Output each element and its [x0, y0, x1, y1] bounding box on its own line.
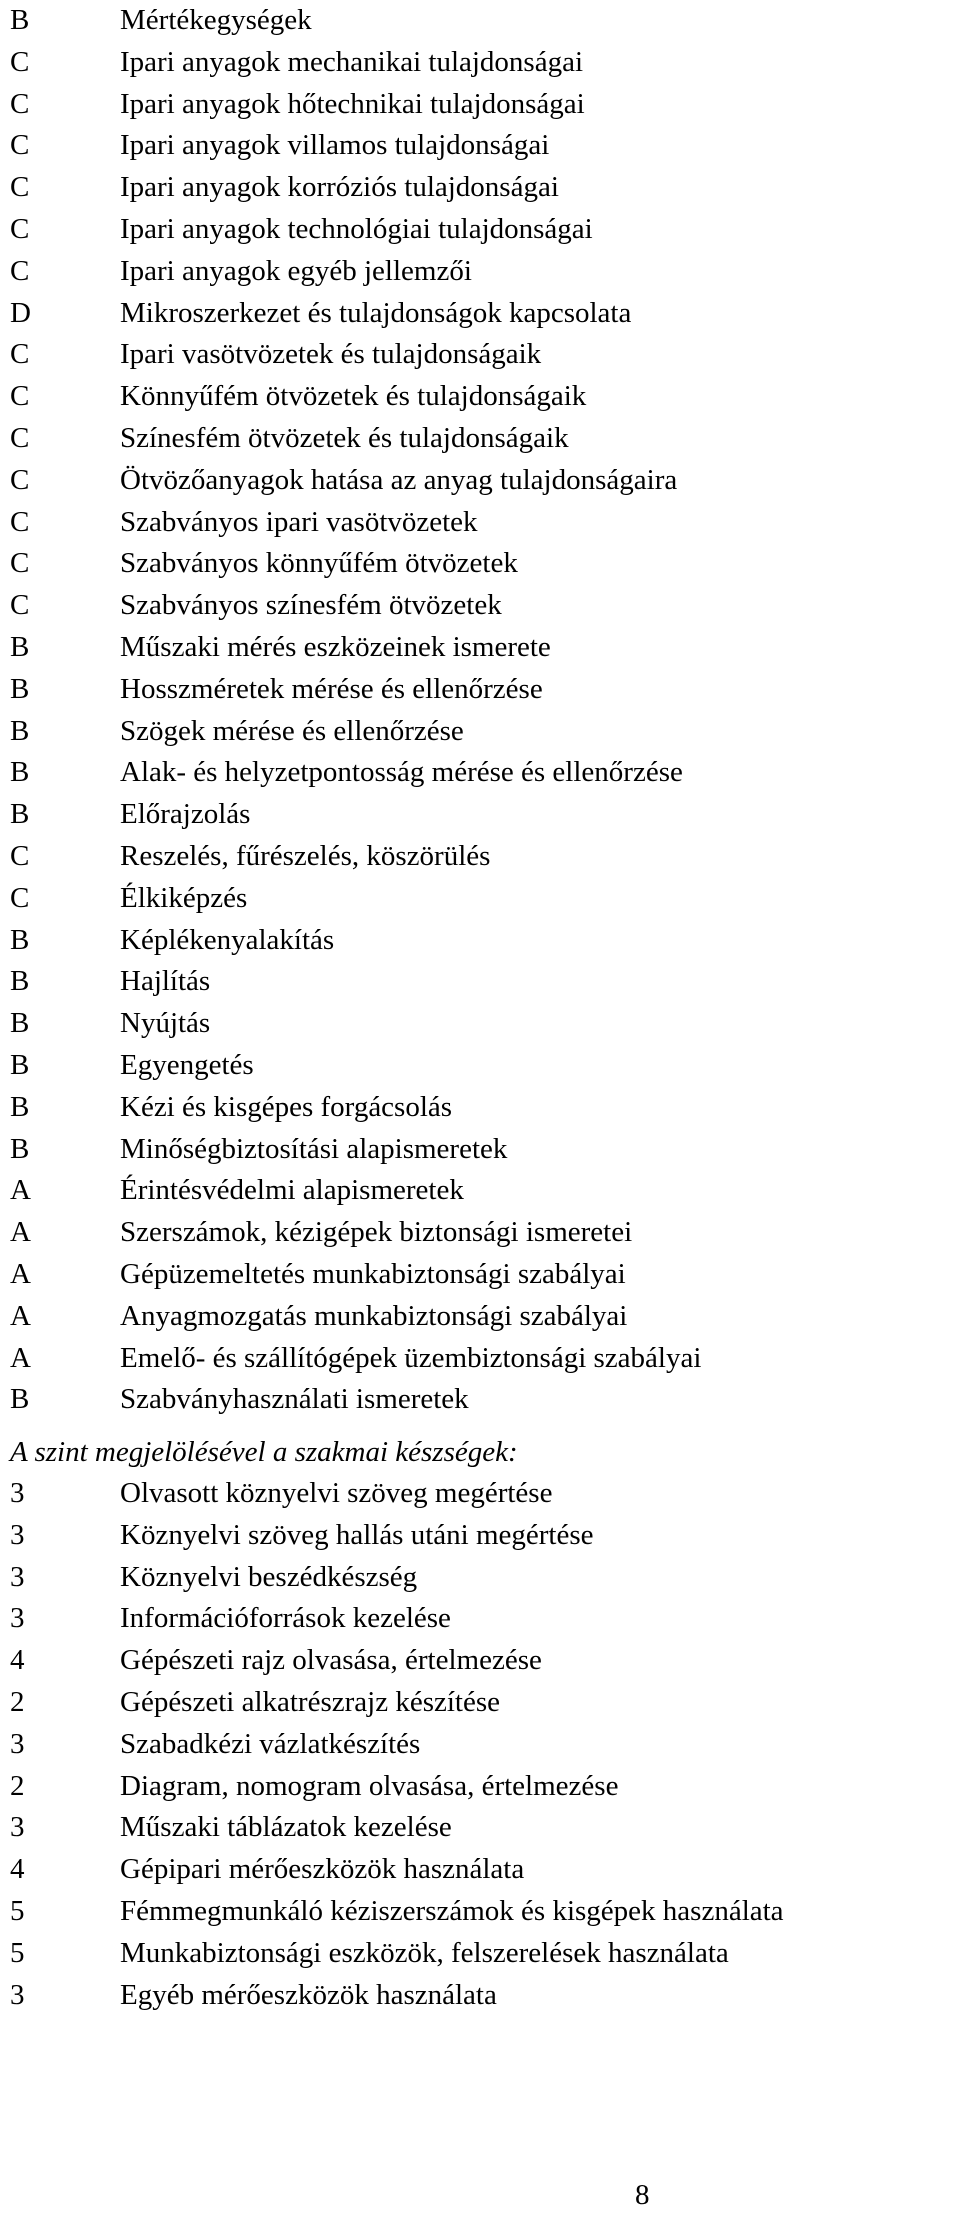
level-code: C — [10, 129, 30, 162]
level-code: A — [10, 1174, 31, 1207]
level-code: B — [10, 965, 30, 998]
level-code: C — [10, 212, 30, 245]
skill-row — [10, 1682, 950, 1724]
level-code: 3 — [10, 1518, 25, 1551]
level-code: B — [10, 1048, 30, 1081]
level-code: 3 — [10, 1477, 25, 1509]
level-code: C — [10, 839, 30, 872]
level-code: 4 — [10, 1644, 25, 1677]
level-code: A — [10, 1216, 31, 1249]
skill-row — [10, 1933, 950, 1975]
item-description: Szabványos színesfém ötvözetek — [120, 589, 502, 622]
item-description: Reszelés, fűrészelés, köszörülés — [120, 839, 491, 872]
item-description: Alak- és helyzetpontosság mérése és ellenőrzése — [120, 756, 683, 789]
skill-row — [10, 1849, 950, 1891]
skill-row — [10, 1473, 950, 1515]
knowledge-row — [10, 251, 950, 293]
level-code: 3 — [10, 1978, 25, 2011]
item-description: Diagram, nomogram olvasása, értelmezése — [120, 1769, 619, 1802]
item-description: Gépészeti rajz olvasása, értelmezése — [120, 1644, 542, 1677]
item-description: Egyengetés — [120, 1048, 254, 1081]
item-description: Ipari anyagok villamos tulajdonságai — [120, 129, 550, 162]
level-code: B — [10, 630, 30, 663]
level-code: B — [10, 798, 30, 831]
level-code: 5 — [10, 1894, 25, 1927]
item-description: Ipari anyagok egyéb jellemzői — [120, 254, 472, 287]
knowledge-row — [10, 920, 950, 962]
level-code: C — [10, 505, 30, 538]
knowledge-row — [10, 1338, 950, 1380]
skill-row — [10, 1891, 950, 1933]
knowledge-row — [10, 209, 950, 251]
item-description: Gépüzemeltetés munkabiztonsági szabályai — [120, 1257, 626, 1290]
item-description: Ötvözőanyagok hatása az anyag tulajdonságaira — [120, 463, 678, 496]
knowledge-row — [10, 669, 950, 711]
level-code: 3 — [10, 1560, 25, 1593]
level-code: B — [10, 1132, 30, 1165]
knowledge-row — [10, 1087, 950, 1129]
level-code: B — [10, 4, 30, 36]
item-description: Gépipari mérőeszközök használata — [120, 1853, 525, 1886]
level-code: C — [10, 589, 30, 622]
knowledge-row — [10, 878, 950, 920]
item-description: Hajlítás — [120, 965, 211, 998]
item-description: Érintésvédelmi alapismeretek — [120, 1174, 464, 1207]
item-description: Anyagmozgatás munkabiztonsági szabályai — [120, 1299, 628, 1332]
level-code: C — [10, 338, 30, 371]
level-code: A — [10, 1257, 31, 1290]
item-description: Szögek mérése és ellenőrzése — [120, 714, 464, 747]
item-description: Egyéb mérőeszközök használata — [120, 1978, 497, 2011]
item-description: Kézi és kisgépes forgácsolás — [120, 1090, 453, 1123]
knowledge-row — [10, 1170, 950, 1212]
item-description: Gépészeti alkatrészrajz készítése — [120, 1685, 501, 1718]
level-code: C — [10, 881, 30, 914]
knowledge-row — [10, 1254, 950, 1296]
knowledge-row — [10, 418, 950, 460]
level-code: C — [10, 421, 30, 454]
item-description: Mikroszerkezet és tulajdonságok kapcsolata — [120, 296, 632, 329]
item-description: Információforrások kezelése — [120, 1602, 451, 1635]
level-code: D — [10, 296, 31, 329]
level-code: C — [10, 547, 30, 580]
item-description: Műszaki mérés eszközeinek ismerete — [120, 630, 551, 663]
item-description: Szabadkézi vázlatkészítés — [120, 1727, 421, 1760]
item-description: Hosszméretek mérése és ellenőrzése — [120, 672, 543, 705]
item-description: Szerszámok, kézigépek biztonsági ismeretei — [120, 1216, 633, 1249]
knowledge-row — [10, 460, 950, 502]
level-code: C — [10, 171, 30, 204]
item-description: Fémmegmunkáló kéziszerszámok és kisgépek használata — [120, 1894, 784, 1927]
knowledge-row — [10, 502, 950, 544]
knowledge-row — [10, 1003, 950, 1045]
knowledge-row — [10, 334, 950, 376]
skill-row — [10, 1557, 950, 1599]
item-description: Mértékegységek — [120, 4, 312, 36]
level-code: A — [10, 1341, 31, 1374]
level-code: B — [10, 1090, 30, 1123]
level-code: B — [10, 756, 30, 789]
level-code: 3 — [10, 1727, 25, 1760]
knowledge-row — [10, 84, 950, 126]
level-code: C — [10, 45, 30, 78]
item-description: Nyújtás — [120, 1007, 211, 1040]
knowledge-row — [10, 125, 950, 167]
knowledge-row — [10, 627, 950, 669]
level-code: C — [10, 380, 30, 413]
level-code: 2 — [10, 1685, 25, 1718]
item-description: Könnyűfém ötvözetek és tulajdonságaik — [120, 380, 587, 413]
knowledge-row — [10, 1129, 950, 1171]
item-description: Köznyelvi szöveg hallás utáni megértése — [120, 1518, 594, 1551]
item-description: Szabványos könnyűfém ötvözetek — [120, 547, 518, 580]
item-description: Ipari vasötvözetek és tulajdonságaik — [120, 338, 542, 371]
item-description: Képlékenyalakítás — [120, 923, 335, 956]
knowledge-row — [10, 794, 950, 836]
level-code: B — [10, 1383, 30, 1416]
level-code: B — [10, 672, 30, 705]
knowledge-row — [10, 543, 950, 585]
skill-row — [10, 1640, 950, 1682]
item-description: Olvasott köznyelvi szöveg megértése — [120, 1477, 553, 1509]
level-code: 4 — [10, 1853, 25, 1886]
skill-row — [10, 1598, 950, 1640]
level-code: C — [10, 463, 30, 496]
knowledge-row — [10, 1379, 950, 1421]
level-code: B — [10, 923, 30, 956]
skills-heading: A szint megjelölésével a szakmai készségek: — [10, 1436, 518, 1468]
level-code: C — [10, 87, 30, 120]
skill-row — [10, 1515, 950, 1557]
knowledge-row — [10, 0, 950, 42]
item-description: Színesfém ötvözetek és tulajdonságaik — [120, 421, 569, 454]
skill-row — [10, 1724, 950, 1766]
knowledge-row — [10, 42, 950, 84]
item-description: Műszaki táblázatok kezelése — [120, 1811, 452, 1844]
item-description: Emelő- és szállítógépek üzembiztonsági szabályai — [120, 1341, 702, 1374]
knowledge-row — [10, 752, 950, 794]
knowledge-row — [10, 1296, 950, 1338]
item-description: Élkiképzés — [120, 881, 248, 914]
item-description: Minőségbiztosítási alapismeretek — [120, 1132, 508, 1165]
skills-list — [10, 1473, 950, 2016]
item-description: Előrajzolás — [120, 798, 251, 831]
item-description: Ipari anyagok technológiai tulajdonságai — [120, 212, 593, 245]
knowledge-row — [10, 836, 950, 878]
knowledge-list — [10, 0, 950, 1421]
item-description: Köznyelvi beszédkészség — [120, 1560, 418, 1593]
knowledge-row — [10, 711, 950, 753]
item-description: Szabványhasználati ismeretek — [120, 1383, 469, 1416]
skill-row — [10, 1807, 950, 1849]
knowledge-row — [10, 961, 950, 1003]
item-description: Szabványos ipari vasötvözetek — [120, 505, 478, 538]
knowledge-row — [10, 1212, 950, 1254]
level-code: 2 — [10, 1769, 25, 1802]
level-code: 3 — [10, 1811, 25, 1844]
level-code: 5 — [10, 1936, 25, 1969]
knowledge-row — [10, 293, 950, 335]
level-code: A — [10, 1299, 31, 1332]
skill-row — [10, 1975, 950, 2017]
knowledge-row — [10, 376, 950, 418]
item-description: Ipari anyagok hőtechnikai tulajdonságai — [120, 87, 585, 120]
skill-row — [10, 1766, 950, 1808]
item-description: Ipari anyagok korróziós tulajdonságai — [120, 171, 559, 204]
page-number: 8 — [635, 2179, 650, 2211]
level-code: C — [10, 254, 30, 287]
level-code: B — [10, 1007, 30, 1040]
knowledge-row — [10, 585, 950, 627]
knowledge-row — [10, 1045, 950, 1087]
item-description: Ipari anyagok mechanikai tulajdonságai — [120, 45, 584, 78]
item-description: Munkabiztonsági eszközök, felszerelések használata — [120, 1936, 729, 1969]
knowledge-row — [10, 167, 950, 209]
level-code: 3 — [10, 1602, 25, 1635]
level-code: B — [10, 714, 30, 747]
